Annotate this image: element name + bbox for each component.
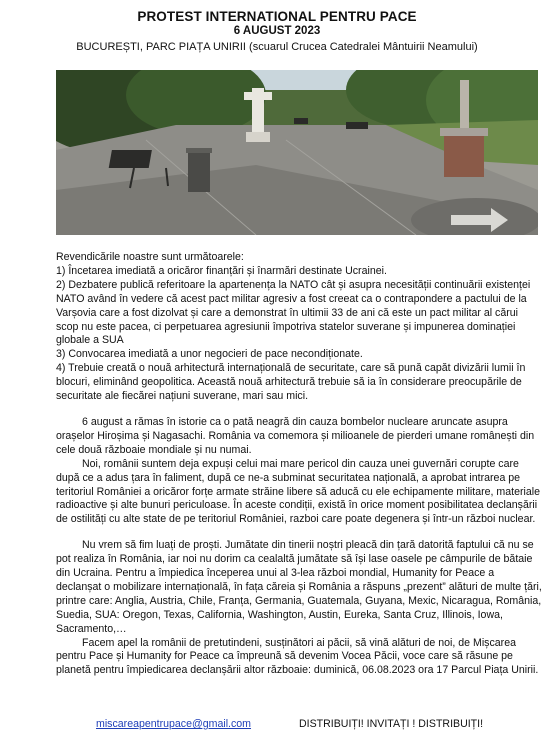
paragraph-danger: Noi, românii suntem deja expuși celui mai mare pericol din cauza unei guvernări corupte care după ce a adus țara în faliment, după ce ne-a subminat securitatea națională, a aprobat intrarea pe teritoriul României a oricăror forțe armate străine libere să aducă cu ele echipamente militare, materiale radioactive și alte bunuri periculoase. În aceste condiții, există în orice moment posibilitatea declanșării de ostilități cu alte state de pe teritoriul României, razboi care poate degenera și într-un război nuclear. xyxy=(56,457,541,526)
demands-intro: Revendicările noastre sunt următoarele: xyxy=(56,251,244,263)
paragraph-appeal: Facem apel la românii de pretutindeni, susținători ai păcii, să vină alături de noi, de Mișcarea pentru Pace și Humanity for Peace ca împreună să devenim Vocea Păcii, voce care să răsune pe planetă pentru împiedicarea declanșării altor războaie: duminică, 06.08.2023 ora 17 Parcul Piața Unirii. xyxy=(56,636,539,677)
paragraph-hiroshima: 6 august a rămas în istorie ca o pată neagră din cauza bombelor nucleare aruncate asupra orașelor Hiroșima și Nagasachi. România va comemora și milioanele de pierderi umane românești din cele două războaie mondiale și nu numai. xyxy=(56,415,535,456)
event-date: 6 AUGUST 2023 xyxy=(233,25,321,37)
contact-email-link[interactable]: miscareapentrupace@gmail.com xyxy=(96,718,252,730)
paragraph-youth: Nu vrem să fim luați de proști. Jumătate din tinerii noștri pleacă din țară datorită faptului că nu se pot realiza în România, iar noi nu dorim ca cealaltă jumătate să își lase oasele pe câmpurile de bătaie din Ucraina. Pentru a împiedica începerea unui al 3-lea război mondial, Humanity for Peace a declanșat o mobilizare internațională, în fața căreia și România a răspuns „prezent” alături de multe țări, printre care: Anglia, Austria, Chile, Franța, Germania, Guatemala, Guyana, Mexic, Nicaragua, România, Suedia, SUA: Oregon, Texas, California, Washington, Austin, Eureka, Santa Cruz, Illinois, Iowa, Sacramento,… xyxy=(56,539,542,635)
distribute-slogan: DISTRIBUIȚI! INVITAȚI ! DISTRIBUIȚI! xyxy=(299,718,484,730)
demand-item: 1) Încetarea imediată a oricăror finanțări și înarmări destinate Ucrainei. xyxy=(56,264,387,277)
demand-item: 4) Trebuie creată o nouă arhitectură internațională de securitate, care să pună capăt divizării lumii în blocuri, eliminând geopolitica. Această nouă arhitectură trebuie să ia în considerare preocupările de securitate ale fiecărei națiuni suverane, mari sau mici. xyxy=(56,362,526,403)
event-location: BUCUREȘTI, PARC PIAȚA UNIRII (scuarul Crucea Catedralei Mântuirii Neamului) xyxy=(76,41,478,53)
demand-item: 2) Dezbatere publică referitoare la apartenența la NATO cât și asupra necesității continuării existenței NATO având în vedere că acest pact militar agresiv a fost creeat ca o contrapondere a pactului de la Varșovia care a fost dizolvat și care a demonstrat în ultimii 33 de ani că este un pact militar al cărui scop nu este pacea, ci perpetuarea agresiunii împotriva statelor suverane și impunerea dominației globale a SUA xyxy=(56,278,531,347)
park-photo xyxy=(56,70,538,235)
demand-item: 3) Convocarea imediată a unor negocieri de pace necondiționate. xyxy=(56,348,363,361)
flyer-footer xyxy=(96,718,516,730)
page-title: PROTEST INTERNATIONAL PENTRU PACE xyxy=(137,9,417,24)
flyer-body xyxy=(56,251,542,678)
